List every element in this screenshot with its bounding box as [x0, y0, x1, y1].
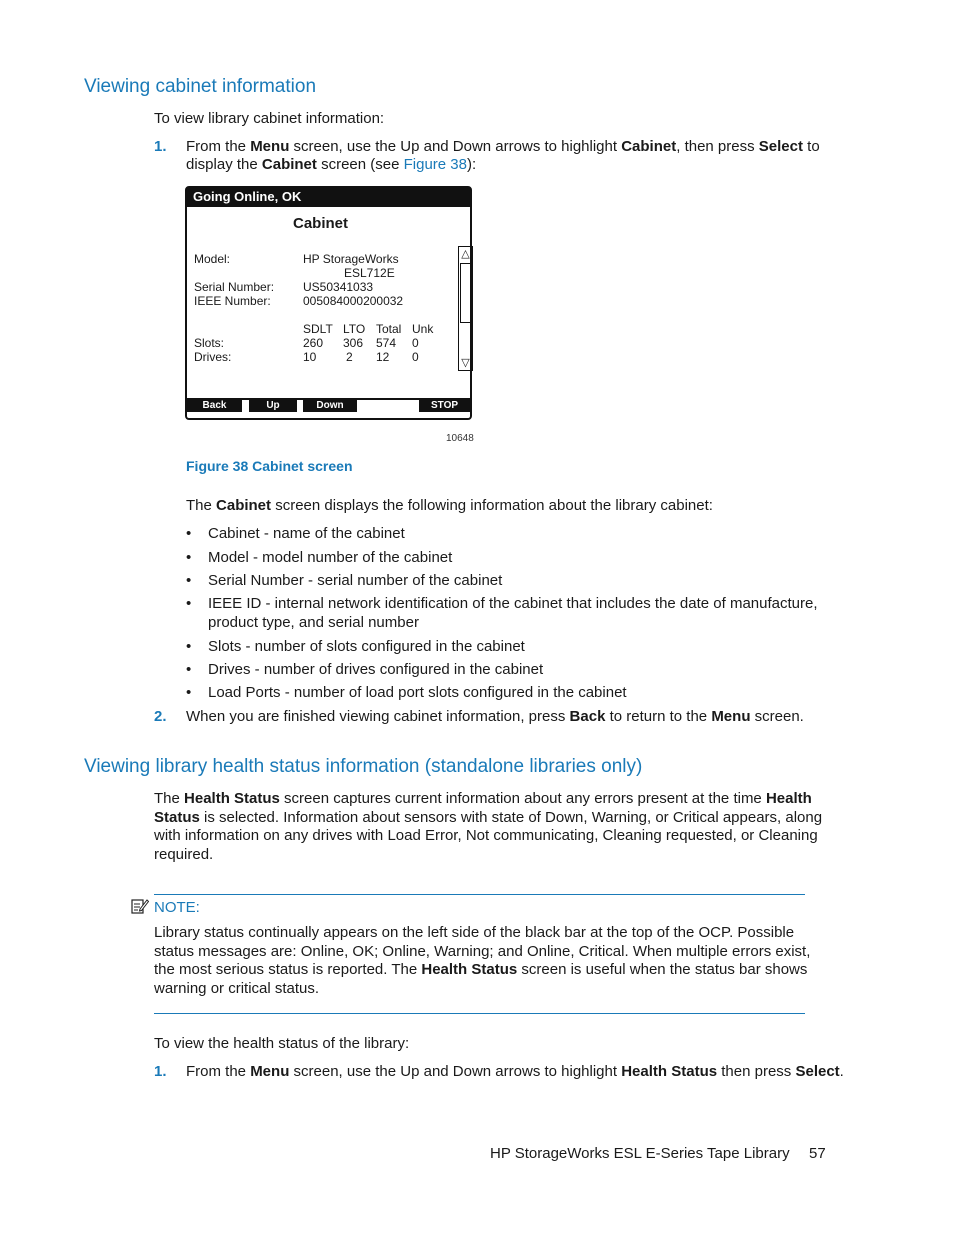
note-line-1: Library status continually appears on the left side of the black bar at the top of the OCP. Possible — [154, 924, 795, 941]
drives-total: 12 — [376, 350, 390, 364]
step-number: 1. — [154, 138, 167, 155]
bullet-dot: • — [186, 549, 192, 566]
slots-lto: 306 — [343, 336, 364, 350]
scroll-up-arrow-icon[interactable]: △ — [461, 248, 470, 260]
col-header-total: Total — [376, 322, 402, 336]
list-item: Slots - number of slots configured in the cabinet — [208, 638, 525, 655]
bullet-dot: • — [186, 572, 192, 589]
bullet-dot: • — [186, 661, 192, 678]
stop-button[interactable]: STOP — [419, 399, 470, 412]
list-item: Cabinet - name of the cabinet — [208, 525, 405, 542]
slots-sdlt: 260 — [303, 336, 324, 350]
list-item-continued: product type, and serial number — [208, 614, 419, 631]
list-item: IEEE ID - internal network identification of the cabinet that includes the date of manufacture, — [208, 595, 818, 612]
note-line-3: the most serious status is reported. The Health Status screen is useful when the status bar shows — [154, 961, 808, 978]
cabinet-screen-figure — [185, 186, 472, 420]
col-header-lto: LTO — [343, 322, 366, 336]
bullet-dot: • — [186, 684, 192, 701]
drives-unk: 0 — [412, 350, 419, 364]
slots-label: Slots: — [194, 336, 225, 350]
health-para-line-2: Status is selected. Information about sensors with state of Down, Warning, or Critical appears, along — [154, 809, 823, 826]
list-item: Drives - number of drives configured in the cabinet — [208, 661, 544, 678]
scroll-down-arrow-icon[interactable]: ▽ — [461, 357, 470, 369]
step-text-continued: display the Cabinet screen (see Figure 38): — [186, 156, 477, 173]
slots-unk: 0 — [412, 336, 419, 350]
bullet-dot: • — [186, 595, 192, 612]
serial-value: US50341033 — [303, 280, 374, 294]
note-icon — [131, 897, 149, 915]
section-heading-health: Viewing library health status information (standalone libraries only) — [84, 756, 643, 777]
bullet-dot: • — [186, 638, 192, 655]
health-intro: To view the health status of the library: — [154, 1035, 410, 1052]
cabinet-description: The Cabinet screen displays the following information about the library cabinet: — [186, 497, 713, 514]
scrollbar[interactable] — [458, 246, 473, 371]
health-para-line-3: with information on any drives with Load Error, Not communicating, Cleaning requested, or Cleaning — [154, 827, 818, 844]
ieee-label: IEEE Number: — [194, 294, 271, 308]
scroll-thumb[interactable] — [460, 263, 471, 323]
drives-sdlt: 10 — [303, 350, 317, 364]
screen-title: Cabinet — [293, 215, 349, 232]
health-para-line-1: The Health Status screen captures current information about any errors present at the time Health — [154, 790, 812, 807]
model-value-2: ESL712E — [344, 266, 395, 280]
note-bottom-rule — [154, 1013, 805, 1014]
model-value: HP StorageWorks — [303, 252, 399, 266]
status-bar: Going Online, OK — [187, 188, 470, 207]
section-heading-cabinet: Viewing cabinet information — [84, 76, 317, 97]
cabinet-intro: To view library cabinet information: — [154, 110, 385, 127]
step-number: 2. — [154, 708, 167, 725]
step-text: From the Menu screen, use the Up and Down arrows to highlight Health Status then press Select. — [186, 1063, 844, 1080]
col-header-sdlt: SDLT — [303, 322, 333, 336]
list-item: Serial Number - serial number of the cabinet — [208, 572, 503, 589]
page-number: 57 — [809, 1145, 826, 1162]
bullet-dot: • — [186, 525, 192, 542]
ieee-value: 005084000200032 — [303, 294, 404, 308]
drives-lto: 2 — [346, 350, 353, 364]
figure-link[interactable]: Figure 38 — [403, 156, 467, 173]
note-top-rule — [154, 894, 805, 895]
note-label: NOTE: — [154, 899, 200, 916]
serial-label: Serial Number: — [194, 280, 275, 294]
step-text: From the Menu screen, use the Up and Down arrows to highlight Cabinet, then press Select to — [186, 138, 820, 155]
down-button[interactable]: Down — [303, 399, 357, 412]
list-item: Load Ports - number of load port slots configured in the cabinet — [208, 684, 627, 701]
step-text: When you are finished viewing cabinet information, press Back to return to the Menu screen. — [186, 708, 804, 725]
list-item: Model - model number of the cabinet — [208, 549, 453, 566]
figure-caption: Figure 38 Cabinet screen — [186, 458, 353, 474]
slots-total: 574 — [376, 336, 397, 350]
figure-image-id: 10648 — [446, 433, 474, 444]
back-button[interactable]: Back — [187, 399, 242, 412]
step-number: 1. — [154, 1063, 167, 1080]
health-para-line-4: required. — [154, 846, 214, 863]
col-header-unk: Unk — [412, 322, 434, 336]
up-button[interactable]: Up — [249, 399, 297, 412]
note-line-2: status messages are: Online, OK; Online, Warning; and Online, Critical. When multiple errors exist, — [154, 943, 811, 960]
footer-title: HP StorageWorks ESL E-Series Tape Library — [490, 1145, 790, 1162]
note-line-4: warning or critical status. — [154, 980, 320, 997]
model-label: Model: — [194, 252, 231, 266]
drives-label: Drives: — [194, 350, 232, 364]
